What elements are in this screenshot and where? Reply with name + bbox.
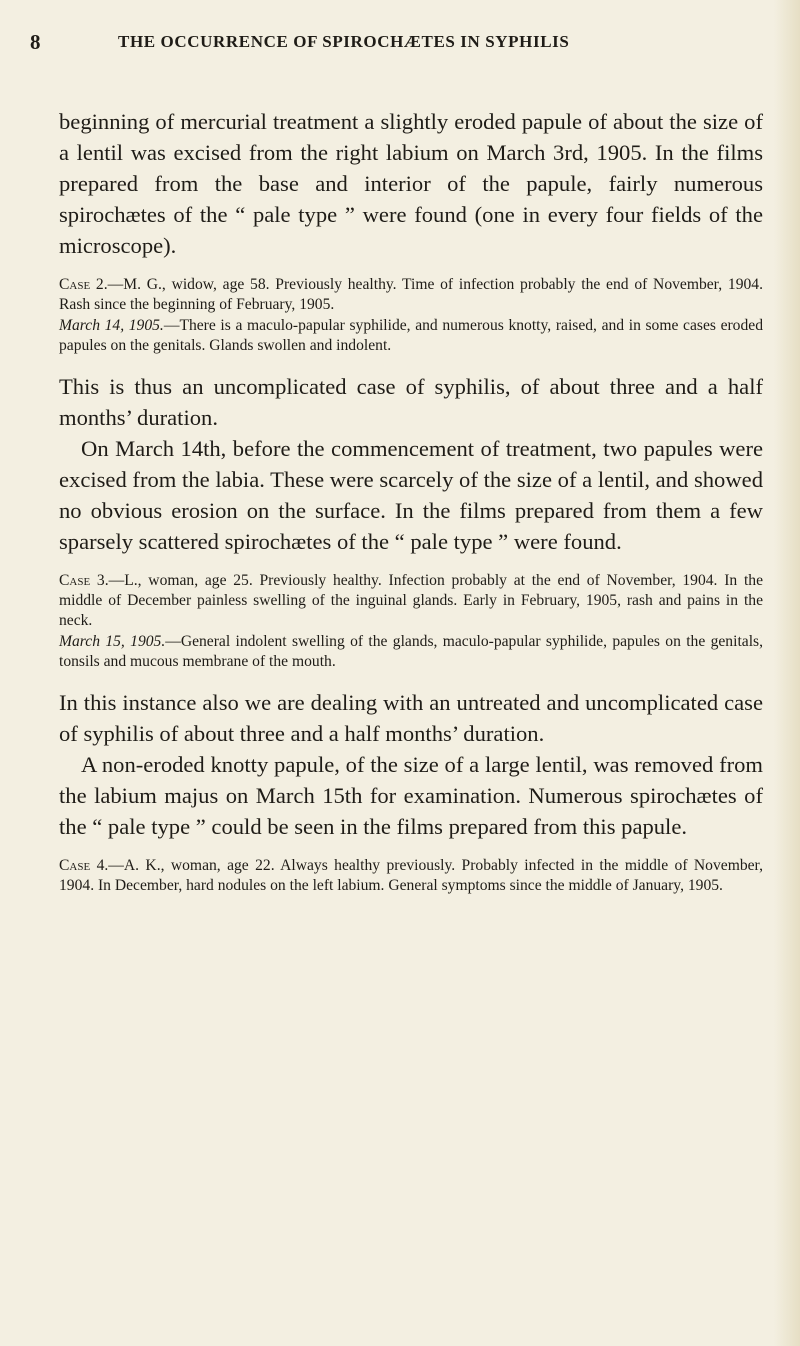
case-date-text: —There is a maculo-papular syphilide, and numerous knotty, raised, and in some cases eroded papules on the genitals. Glands swollen and indolent. bbox=[59, 316, 763, 355]
paragraph-continued: beginning of mercurial treatment a slightly eroded papule of about the size of a lentil was excised from the right labium on March 3rd, 1905. In the films prepared from the base and interior of the papule, fairly numerous spirochætes of the “ pale type ” were found (one in every four fields of the microscope). bbox=[59, 109, 763, 258]
case-label: Case 4. bbox=[59, 856, 109, 874]
case-date: March 15, 1905. bbox=[59, 632, 166, 650]
running-head: THE OCCURRENCE OF SPIROCHÆTES IN SYPHILIS bbox=[118, 32, 570, 51]
page-body bbox=[59, 106, 763, 896]
case-2-history bbox=[59, 275, 763, 316]
case-3-findings bbox=[59, 632, 763, 673]
case-date: March 14, 1905. bbox=[59, 316, 164, 334]
case-label: Case 3. bbox=[59, 571, 109, 589]
paragraph: On March 14th, before the commencement of treatment, two papules were excised from the labia. These were scarcely of the size of a lentil, and showed no obvious erosion on the surface. In the films prepared from them a few sparsely scattered spirochætes of the “ pale type ” were found. bbox=[59, 435, 763, 554]
case-label: Case 2. bbox=[59, 276, 108, 293]
page-header bbox=[30, 30, 760, 58]
case-2-findings bbox=[59, 316, 763, 357]
page-edge-shading bbox=[774, 0, 800, 1346]
case-4-history bbox=[59, 856, 763, 897]
case-text: —L., woman, age 25. Previously healthy. Infection probably at the end of November, 1904. In the middle of December painless swelling of the inguinal glands. Early in February, 1905, rash and pains in the neck. bbox=[59, 571, 764, 630]
case-text: —M. G., widow, age 58. Previously healthy. Time of infection probably the end of November, 1904. Rash since the beginning of February, 1905. bbox=[59, 276, 763, 314]
page-number: 8 bbox=[30, 30, 41, 54]
paragraph: A non-eroded knotty papule, of the size of a large lentil, was removed from the labium majus on March 15th for examination. Numerous spirochætes of the “ pale type ” could be seen in the films prepared from this papule. bbox=[59, 751, 763, 839]
paragraph: This is thus an uncomplicated case of syphilis, of about three and a half months’ duration. bbox=[59, 373, 763, 430]
case-3-history bbox=[59, 571, 763, 632]
paragraph: In this instance also we are dealing with an untreated and uncomplicated case of syphilis of about three and a half months’ duration. bbox=[59, 689, 763, 746]
case-date-text: —General indolent swelling of the glands, maculo-papular syphilide, papules on the genitals, tonsils and mucous membrane of the mouth. bbox=[59, 632, 763, 671]
case-text: —A. K., woman, age 22. Always healthy previously. Probably infected in the middle of November, 1904. In December, hard nodules on the left labium. General symptoms since the middle of January, 1905. bbox=[59, 856, 764, 895]
